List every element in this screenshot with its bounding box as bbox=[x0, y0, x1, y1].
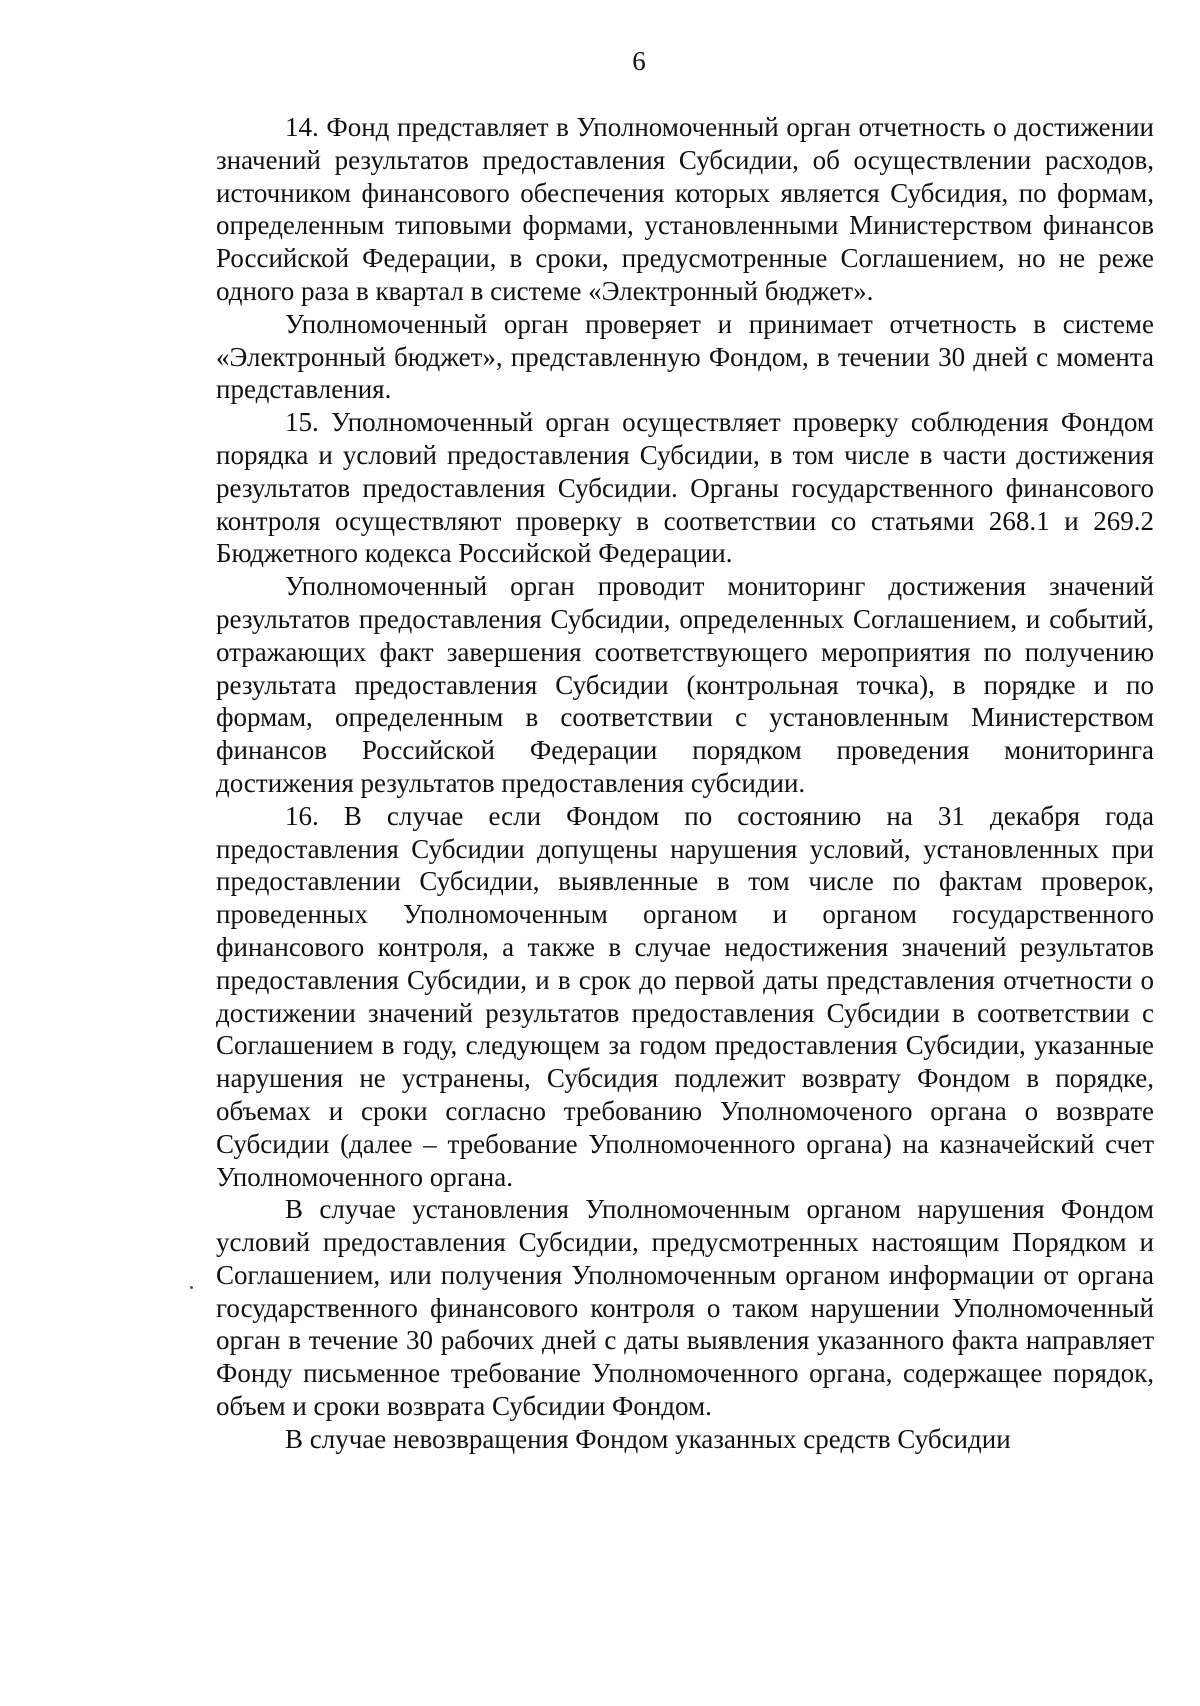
paragraph-report-check: Уполномоченный орган проверяет и принимает отчетность в системе «Электронный бюджет», представленную Фондом, в течении 30 дней с момента представления. bbox=[216, 308, 1154, 405]
paragraph-16: 16. В случае если Фондом по состоянию на 31 декабря года предоставления Субсидии допущены нарушения условий, установленных при предоставлении Субсидии, выявленные в том числе по фактам проверок, проведенных Уполномоченным органом и органом государственного финансового контроля, а также в случае недостижения значений результатов предоставления Субсидии, и в срок до первой даты представления отчетности о достижении значений результатов предоставления Субсидии в соответствии с Соглашением в году, следующем за годом предоставления Субсидии, указанные нарушения не устранены, Субсидия подлежит возврату Фондом в порядке, объемах и сроки согласно требованию Уполномоченого органа о возврате Субсидии (далее – требование Уполномоченного органа) на казначейский счет Уполномоченного органа. bbox=[216, 800, 1154, 1192]
paragraph-15: 15. Уполномоченный орган осуществляет проверку соблюдения Фондом порядка и условий предоставления Субсидии, в том числе в части достижения результатов предоставления Субсидии. Органы государственного финансового контроля осуществляют проверку в соответствии со статьями 268.1 и 269.2 Бюджетного кодекса Российской Федерации. bbox=[216, 407, 1154, 569]
paragraph-monitoring: Уполномоченный орган проводит мониторинг достижения значений результатов предоставления Субсидии, определенных Соглашением, и событий, отражающих факт завершения соответствующего мероприятия по получению результата предоставления Субсидии (контрольная точка), в порядке и по формам, определенным в соответствии с установленным Министерством финансов Российской Федерации порядком проведения мониторинга достижения результатов предоставления субсидии. bbox=[216, 571, 1154, 798]
page-number: 6 bbox=[632, 46, 646, 76]
paragraph-14: 14. Фонд представляет в Уполномоченный орган отчетность о достижении значений результатов предоставления Субсидии, об осуществлении расходов, источником финансового обеспечения которых является Субсидия, по формам, определенным типовыми формами, установленными Министерством финансов Российской Федерации, в сроки, предусмотренные Соглашением, но не реже одного раза в квартал в системе «Электронный бюджет». bbox=[216, 112, 1154, 306]
paragraph-violation: В случае установления Уполномоченным органом нарушения Фондом условий предоставления Субсидии, предусмотренных настоящим Порядком и Соглашением, или получения Уполномоченным органом информации от органа государственного финансового контроля о таком нарушении Уполномоченный орган в течение 30 рабочих дней с даты выявления указанного факта направляет Фонду письменное требование Уполномоченного органа, содержащее порядок, объем и сроки возврата Субсидии Фондом. bbox=[216, 1194, 1154, 1422]
paragraph-non-return: В случае невозвращения Фондом указанных средств Субсидии bbox=[285, 1423, 1011, 1454]
document-body bbox=[216, 111, 1154, 1456]
scan-speck bbox=[190, 1286, 193, 1289]
